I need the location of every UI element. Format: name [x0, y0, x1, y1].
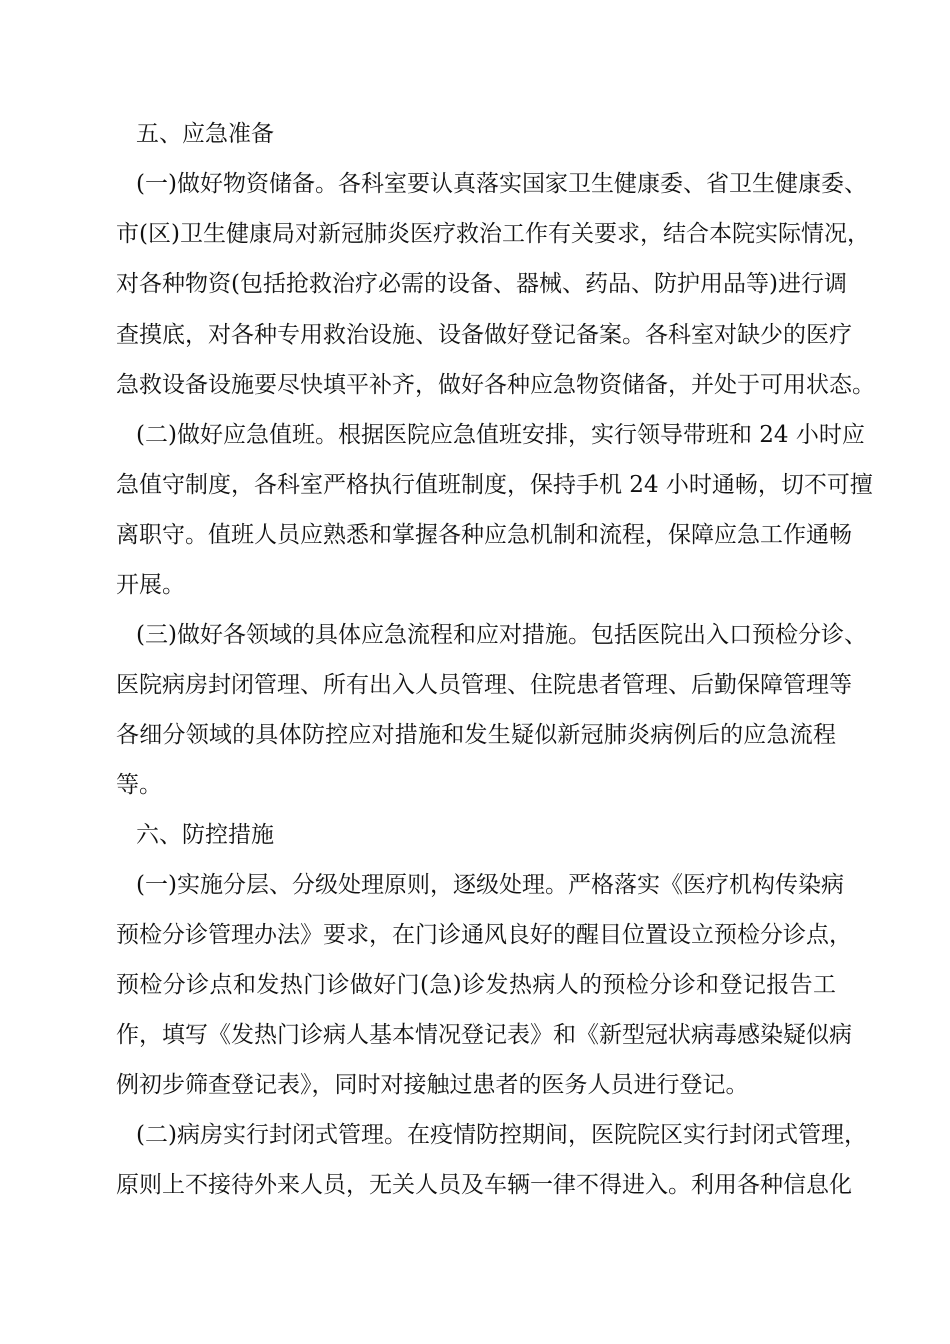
- paragraph-line: (二)病房实行封闭式管理。在疫情防控期间，医院院区实行封闭式管理，: [136, 1122, 867, 1148]
- paragraph-line: 原则上不接待外来人员，无关人员及车辆一律不得进入。利用各种信息化: [116, 1172, 852, 1198]
- paragraph-line: 等。: [116, 772, 162, 798]
- paragraph-line: 急值守制度，各科室严格执行值班制度，保持手机 24 小时通畅，切不可擅: [116, 472, 873, 498]
- paragraph-line: (三)做好各领域的具体应急流程和应对措施。包括医院出入口预检分诊、: [136, 622, 867, 648]
- paragraph-line: 医院病房封闭管理、所有出入人员管理、住院患者管理、后勤保障管理等: [116, 672, 852, 698]
- section-heading-emergency-preparation: 五、应急准备: [136, 121, 274, 147]
- paragraph-line: 急救设备设施要尽快填平补齐，做好各种应急物资储备，并处于可用状态。: [116, 372, 875, 398]
- paragraph-line: 查摸底，对各种专用救治设施、设备做好登记备案。各科室对缺少的医疗: [116, 322, 852, 348]
- paragraph-line: 各细分领域的具体防控应对措施和发生疑似新冠肺炎病例后的应急流程: [116, 722, 836, 748]
- paragraph-line: 预检分诊管理办法》要求，在门诊通风良好的醒目位置设立预检分诊点，: [116, 922, 852, 948]
- paragraph-line: 例初步筛查登记表》，同时对接触过患者的医务人员进行登记。: [116, 1072, 749, 1098]
- paragraph-line: 预检分诊点和发热门诊做好门(急)诊发热病人的预检分诊和登记报告工: [116, 972, 836, 998]
- paragraph-line: (二)做好应急值班。根据医院应急值班安排，实行领导带班和 24 小时应: [136, 422, 865, 448]
- paragraph-line: 市(区)卫生健康局对新冠肺炎医疗救治工作有关要求，结合本院实际情况，: [116, 221, 870, 247]
- paragraph-line: 开展。: [116, 572, 185, 598]
- paragraph-line: 对各种物资(包括抢救治疗必需的设备、器械、药品、防护用品等)进行调: [116, 271, 847, 297]
- section-heading-prevention-measures: 六、防控措施: [136, 822, 274, 848]
- paragraph-line: (一)实施分层、分级处理原则，逐级处理。严格落实《医疗机构传染病: [136, 872, 844, 898]
- paragraph-line: 离职守。值班人员应熟悉和掌握各种应急机制和流程，保障应急工作通畅: [116, 522, 852, 548]
- paragraph-line: 作，填写《发热门诊病人基本情况登记表》和《新型冠状病毒感染疑似病: [116, 1022, 852, 1048]
- paragraph-line: (一)做好物资储备。各科室要认真落实国家卫生健康委、省卫生健康委、: [136, 171, 867, 197]
